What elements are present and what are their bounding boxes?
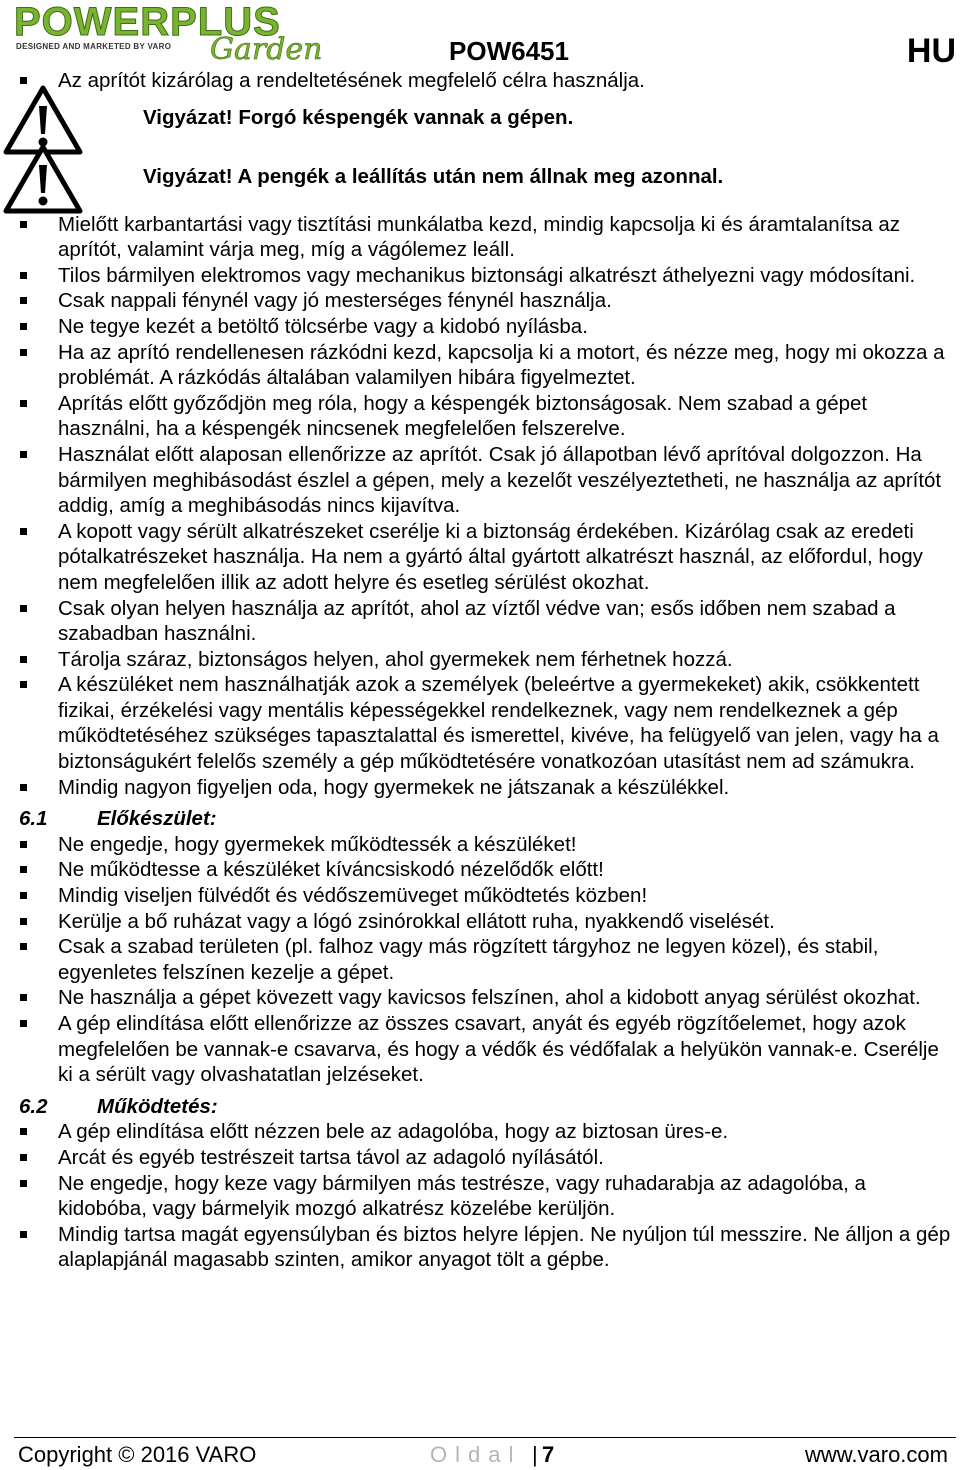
section-heading-operation: 6.2 Működtetés: xyxy=(19,1094,218,1118)
bullet-icon xyxy=(20,1020,27,1027)
list-item: A kopott vagy sérült alkatrészeket cserélje ki a biztonság érdekében. Kizárólag csak az eredeti pótalkatrészeket használja. Ha nem a gyártó által gyártott alkatrészt használ, az előfordul, hogy nem megfelelően illik az adott helyre és esetleg sérülést okozhat. xyxy=(0,519,960,596)
model-number: POW6451 xyxy=(449,36,569,66)
list-item: Arcát és egyéb testrészeit tartsa távol az adagoló nyílásától. xyxy=(0,1145,960,1171)
list-item: Ne tegye kezét a betöltő tölcsérbe vagy a kidobó nyílásba. xyxy=(0,314,960,340)
list-item: Kerülje a bő ruházat vagy a lógó zsinórokkal ellátott ruha, nyakkendő viselését. xyxy=(0,909,960,935)
page-footer xyxy=(0,1434,960,1470)
logo-garden-script: Garden xyxy=(210,32,323,67)
list-item: Ne engedje, hogy keze vagy bármilyen más testrésze, vagy ruhadarabja az adagolóba, a kidobóba, vagy bármelyik mozgó alkatrész közelébe kerüljön. xyxy=(0,1171,960,1222)
bullet-icon xyxy=(20,841,27,848)
page-header xyxy=(0,0,960,70)
bullet-icon xyxy=(20,994,27,1001)
list-item: Mindig viseljen fülvédőt és védőszemüveget működtetés közben! xyxy=(0,883,960,909)
bullet-icon xyxy=(20,272,27,279)
page-label: Oldal xyxy=(430,1442,522,1467)
bullet-icon xyxy=(20,1128,27,1135)
list-item: A gép elindítása előtt nézzen bele az adagolóba, hogy az biztosan üres-e. xyxy=(0,1119,960,1145)
list-item: Használat előtt alaposan ellenőrizze az aprítót. Csak jó állapotban lévő aprítóval dolgozzon. Ha bármilyen meghibásodást észlel a gépen, mely a kezelőt veszélyeztetheti, ne használja az aprítót addig, amíg a meghibásodás nincs kijavítva. xyxy=(0,442,960,519)
list-item: A gép elindítása előtt ellenőrizze az összes csavart, anyát és egyéb rögzítőelemet, hogy azok megfelelően be vannak-e csavarva, és hogy a védők és védőfalak a helyükön vannak-e. Cserélje ki a sérült vagy olvashatatlan jelzéseket. xyxy=(0,1011,960,1088)
bullet-icon xyxy=(20,866,27,873)
page-separator: | xyxy=(532,1442,538,1467)
bullet-icon xyxy=(20,784,27,791)
copyright-text: Copyright © 2016 VARO xyxy=(18,1442,257,1467)
page-content xyxy=(0,68,960,1273)
list-item: Az aprítót kizárólag a rendeltetésének megfelelő célra használja. xyxy=(0,68,960,94)
list-item: Mindig tartsa magát egyensúlyban és biztos helyre lépjen. Ne nyúljon túl messzire. Ne álljon a gép alaplapjánál magasabb szinten, amikor anyagot tölt a gépbe. xyxy=(0,1222,960,1273)
bullet-icon xyxy=(20,892,27,899)
bullet-icon xyxy=(20,349,27,356)
list-item: Csak a szabad területen (pl. falhoz vagy más rögzített tárgyhoz ne legyen közel), és stabil, egyenletes felszínen kezelje a gépet. xyxy=(0,934,960,985)
bullet-icon xyxy=(20,1154,27,1161)
bullet-icon xyxy=(20,297,27,304)
warning-triangle-icon xyxy=(3,143,83,215)
bullet-icon xyxy=(20,323,27,330)
logo-wordmark: POWERPLUS xyxy=(14,0,281,44)
language-code: HU xyxy=(906,32,956,70)
bullet-icon xyxy=(20,1231,27,1238)
bullet-icon xyxy=(20,605,27,612)
list-item: Aprítás előtt győződjön meg róla, hogy a késpengék biztonságosak. Nem szabad a gépet használni, ha a késpengék nincsenek megfelelően felszerelve. xyxy=(0,391,960,442)
bullet-icon xyxy=(20,1180,27,1187)
list-item: Ne működtesse a készüléket kíváncsiskodó nézelődők előtt! xyxy=(0,857,960,883)
warning-row xyxy=(0,153,960,212)
footer-divider xyxy=(14,1437,956,1438)
page-number: 7 xyxy=(542,1442,555,1467)
list-item: Ne engedje, hogy gyermekek működtessék a készüléket! xyxy=(0,832,960,858)
bullet-icon xyxy=(20,656,27,663)
bullet-icon xyxy=(20,918,27,925)
bullet-icon xyxy=(20,943,27,950)
list-item: A készüléket nem használhatják azok a személyek (beleértve a gyermekeket) akik, csökkentett fizikai, érzékelési vagy mentális képességekkel rendelkeznek, vagy nem rendelkeznek a gép működtetéséhez szükséges tapasztalattal és ismerettel, kivéve, ha felügyelő van jelen, vagy ha a biztonságukért felelős személy a gép működtetésére vonatkozóan utasítást nem ad számukra. xyxy=(0,672,960,774)
section-heading-preparation: 6.1 Előkészület: xyxy=(19,807,217,831)
list-item: Csak olyan helyen használja az aprítót, ahol az víztől védve van; esős időben nem szabad a szabadban használni. xyxy=(0,596,960,647)
website-link[interactable]: www.varo.com xyxy=(804,1442,948,1467)
logo-tagline: DESIGNED AND MARKETED BY VARO xyxy=(16,42,172,51)
bullet-icon xyxy=(20,528,27,535)
powerplus-garden-logo xyxy=(14,0,344,67)
list-item: Ha az aprító rendellenesen rázkódni kezd, kapcsolja ki a motort, és nézze meg, hogy mi okozza a problémát. A rázkódás általában valamilyen hibára figyelmeztet. xyxy=(0,340,960,391)
list-item: Mindig nagyon figyeljen oda, hogy gyermekek ne játszanak a készülékkel. xyxy=(0,775,960,801)
warning-row xyxy=(0,94,960,153)
warning-text: Vigyázat! Forgó késpengék vannak a gépen. xyxy=(143,105,574,129)
bullet-icon xyxy=(20,221,27,228)
bullet-icon xyxy=(20,451,27,458)
list-item: Mielőtt karbantartási vagy tisztítási munkálatba kezd, mindig kapcsolja ki és áramtalanítsa az aprítót, valamint várja meg, míg a vágólemez leáll. xyxy=(0,212,960,263)
bullet-icon xyxy=(20,400,27,407)
list-item: Tárolja száraz, biztonságos helyen, ahol gyermekek nem férhetnek hozzá. xyxy=(0,647,960,673)
list-item: Tilos bármilyen elektromos vagy mechanikus biztonsági alkatrészt áthelyezni vagy módosítani. xyxy=(0,263,960,289)
list-item: Csak nappali fénynél vagy jó mesterséges fénynél használja. xyxy=(0,288,960,314)
warning-text: Vigyázat! A pengék a leállítás után nem állnak meg azonnal. xyxy=(143,164,724,188)
bullet-icon xyxy=(20,681,27,688)
list-item: Ne használja a gépet kövezett vagy kavicsos felszínen, ahol a kidobott anyag sérülést okozhat. xyxy=(0,985,960,1011)
